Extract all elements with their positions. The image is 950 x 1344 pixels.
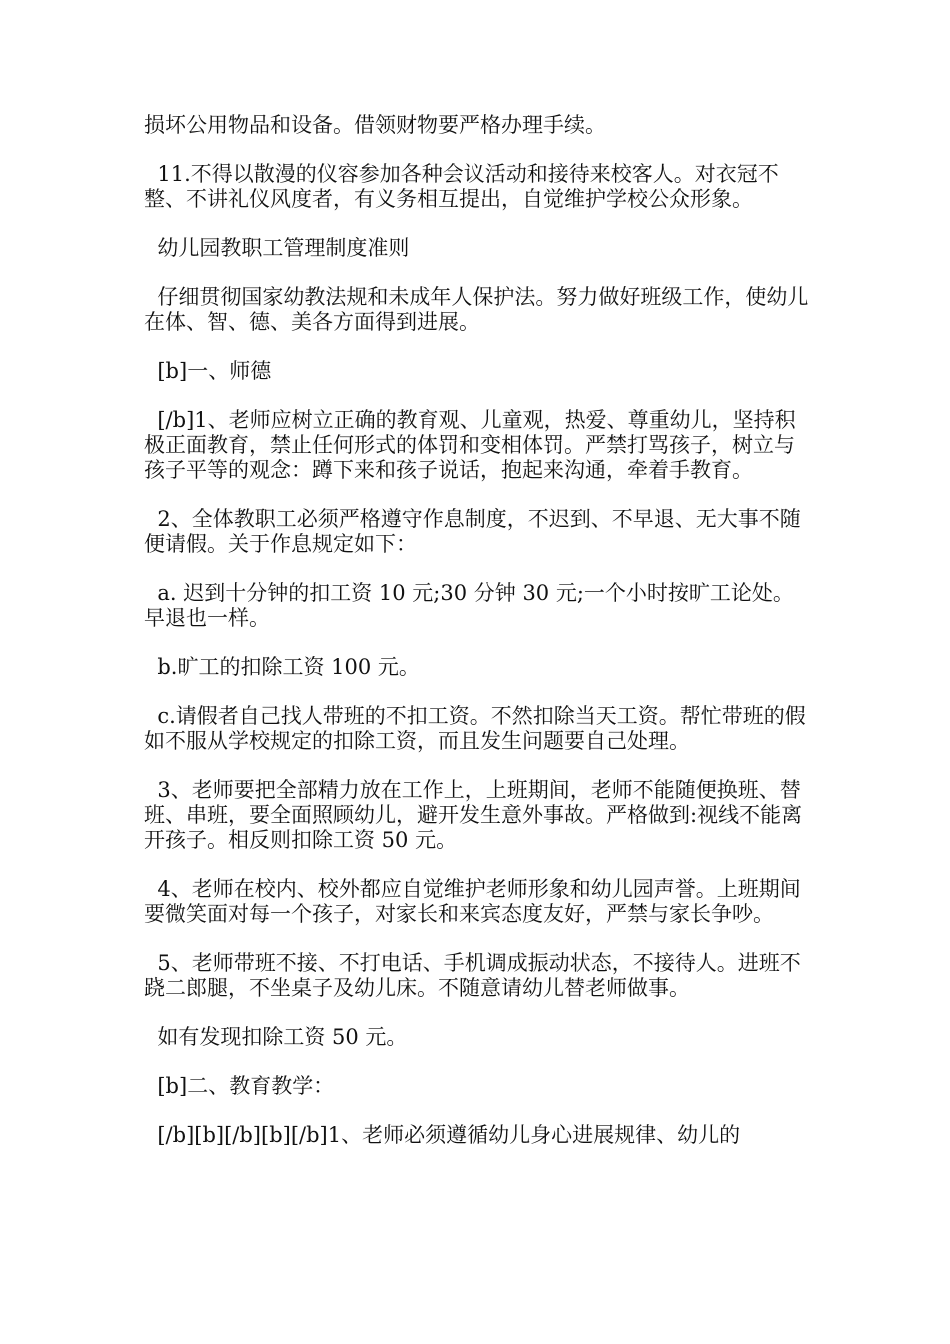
section-heading: 幼儿园教职工管理制度准则 bbox=[144, 236, 410, 260]
paragraph-rule-5: 5、老师带班不接、不打电话、手机调成振动状态，不接待人。进班不跷二郎腿，不坐桌子及幼儿床。不随意请幼儿替老师做事。 bbox=[144, 951, 801, 1000]
subheading-education: [b]二、教育教学： bbox=[144, 1074, 335, 1098]
document-page bbox=[144, 113, 812, 1148]
paragraph-1: 损坏公用物品和设备。借领财物要严格办理手续。 bbox=[144, 113, 606, 137]
paragraph-rule-2c: c.请假者自己找人带班的不扣工资。不然扣除当天工资。帮忙带班的假如不服从学校规定的扣除工资，而且发生问题要自己处理。 bbox=[144, 704, 806, 753]
paragraph-rule-2a: a. 迟到十分钟的扣工资 10 元;30 分钟 30 元;一个小时按旷工论处。早退也一样。 bbox=[144, 581, 794, 630]
paragraph-rule-2b: b.旷工的扣除工资 100 元。 bbox=[144, 655, 420, 679]
paragraph-2: 11.不得以散漫的仪容参加各种会议活动和接待来校客人。对衣冠不整、不讲礼仪风度者，有义务相互提出，自觉维护学校公众形象。 bbox=[144, 162, 779, 211]
paragraph-intro: 仔细贯彻国家幼教法规和未成年人保护法。努力做好班级工作，使幼儿在体、智、德、美各方面得到进展。 bbox=[144, 285, 809, 334]
paragraph-rule-1: [/b]1、老师应树立正确的教育观、儿童观，热爱、尊重幼儿，坚持积极正面教育，禁止任何形式的体罚和变相体罚。严禁打骂孩子，树立与孩子平等的观念：蹲下来和孩子说话，抱起来沟通，牵着手教育。 bbox=[144, 408, 796, 482]
paragraph-education-1: [/b][b][/b][b][/b]1、老师必须遵循幼儿身心进展规律、幼儿的 bbox=[144, 1123, 741, 1147]
paragraph-rule-3: 3、老师要把全部精力放在工作上，上班期间，老师不能随便换班、替班、串班，要全面照顾幼儿，避开发生意外事故。严格做到:视线不能离开孩子。相反则扣除工资 50 元。 bbox=[144, 778, 803, 852]
paragraph-rule-4: 4、老师在校内、校外都应自觉维护老师形象和幼儿园声誉。上班期间要微笑面对每一个孩子，对家长和来宾态度友好，严禁与家长争吵。 bbox=[144, 877, 801, 926]
subheading-teacher-ethics: [b]一、师德 bbox=[144, 359, 272, 383]
paragraph-penalty: 如有发现扣除工资 50 元。 bbox=[144, 1025, 408, 1049]
paragraph-rule-2: 2、全体教职工必须严格遵守作息制度，不迟到、不早退、无大事不随便请假。关于作息规定如下： bbox=[144, 507, 801, 556]
